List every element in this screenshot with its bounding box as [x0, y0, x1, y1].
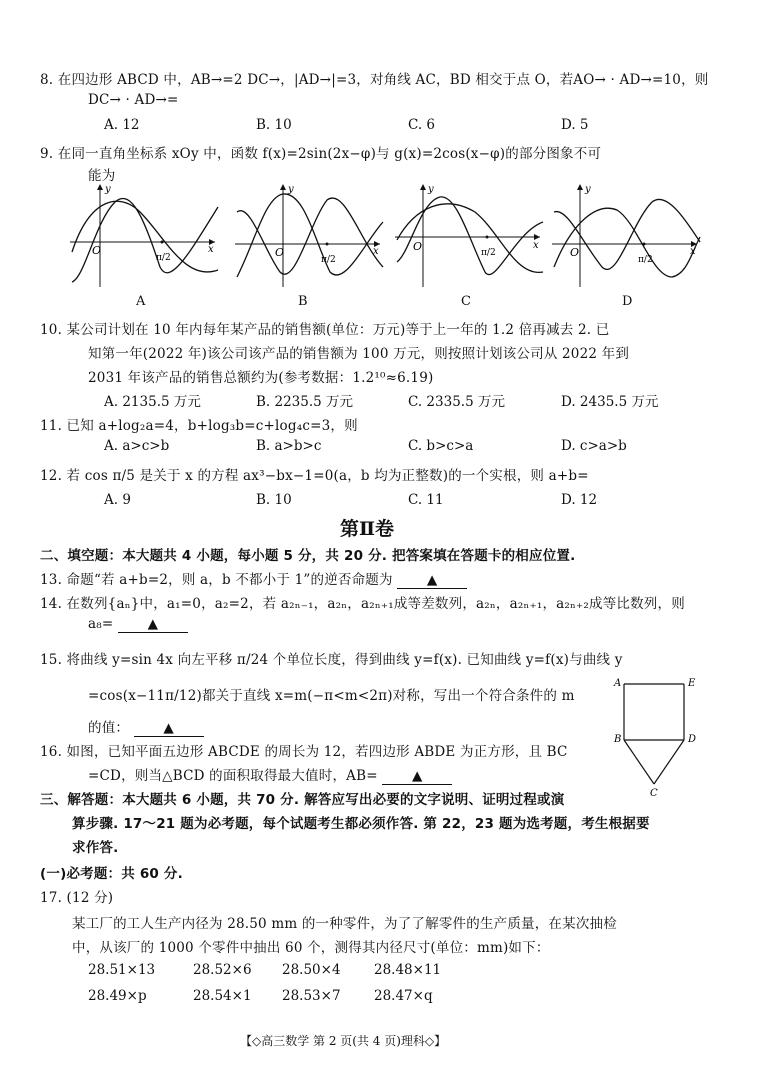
q12-line1: 12. 若 cos π/5 是关于 x 的方程 ax³−bx−1=0(a，b 均为正整数)的一个实根，则 a+b=	[40, 468, 589, 484]
vertex-e: E	[688, 678, 696, 689]
q17-row1-col4: 28.48×11	[374, 962, 442, 978]
q12-option-b: B. 10	[256, 492, 292, 508]
q14-answer-blank: ▲	[118, 616, 188, 633]
required-header: (一)必考题：共 60 分.	[40, 866, 183, 882]
q10-line3: 2031 年该产品的销售总额约为(参考数据：1.2¹⁰≈6.19)	[88, 370, 434, 386]
q9-line1: 9. 在同一直角坐标系 xOy 中，函数 f(x)=2sin(2x−φ)与 g(x)=2cos(x−φ)的部分图象不可	[40, 146, 602, 162]
q9-graph-b-y: y	[288, 184, 294, 195]
q11-line1: 11. 已知 a+log₂a=4，b+log₃b=c+log₄c=3，则	[40, 418, 358, 434]
q9-label-c: C	[461, 294, 471, 309]
q9-graph-b-pi: π/2	[321, 255, 336, 265]
q10-option-b: B. 2235.5 万元	[256, 394, 354, 410]
q17-row2-col3: 28.53×7	[282, 988, 341, 1004]
q9-graph-a-origin: O	[92, 244, 102, 257]
q10-line1: 10. 某公司计划在 10 年内每年某产品的销售额(单位：万元)等于上一年的 1.2 倍再减去 2. 已	[40, 322, 610, 338]
q9-graph-d	[552, 182, 702, 292]
q11-option-a: A. a>c>b	[104, 438, 170, 454]
q17-row2-col4: 28.47×q	[374, 988, 433, 1004]
vertex-a: A	[614, 678, 622, 689]
q9-graph-b-x: x	[373, 246, 379, 257]
q9-graph-c-y: y	[428, 184, 434, 195]
q14-line2	[88, 616, 188, 633]
fill-in-header: 二、填空题：本大题共 4 小题，每小题 5 分，共 20 分. 把答案填在答题卡的相应位置.	[40, 548, 576, 564]
q11-option-c: C. b>c>a	[408, 438, 474, 454]
q12-option-a: A. 9	[104, 492, 131, 508]
vertex-c: C	[650, 788, 658, 798]
q9-graph-d-origin: O	[570, 246, 580, 259]
q8-line2: DC→ · AD→=	[88, 92, 179, 108]
q12-option-c: C. 11	[408, 492, 444, 508]
q8-option-b: B. 10	[256, 117, 292, 133]
q13-text: 13. 命题“若 a+b=2，则 a，b 不都小于 1”的逆否命题为	[40, 572, 393, 588]
vertex-d: D	[688, 734, 697, 745]
q9-line2: 能为	[88, 168, 116, 184]
q17-row1-col2: 28.52×6	[193, 962, 252, 978]
q17-title: 17. (12 分)	[40, 890, 114, 906]
q9-graph-d-y: y	[585, 184, 591, 195]
q15-line1: 15. 将曲线 y=sin 4x 向左平移 π/24 个单位长度，得到曲线 y=f(x). 已知曲线 y=f(x)与曲线 y	[40, 652, 623, 668]
q9-label-d: D	[622, 294, 633, 309]
q9-graph-d-x: x	[690, 246, 696, 257]
q17-row1-col3: 28.50×4	[282, 962, 341, 978]
q10-option-a: A. 2135.5 万元	[104, 394, 201, 410]
q9-graph-a-x: x	[208, 244, 214, 255]
answer-header-line2: 算步骤. 17～21 题为必考题，每个试题考生都必须作答. 第 22，23 题为选考题，考生根据要	[72, 816, 650, 832]
q8-option-d: D. 5	[561, 117, 589, 133]
q13-answer-blank: ▲	[397, 572, 467, 589]
q11-option-d: D. c>a>b	[561, 438, 627, 454]
section-2-title: 第Ⅱ卷	[340, 518, 395, 540]
q9-graph-a-y: y	[105, 184, 111, 195]
q9-label-a: A	[136, 294, 146, 309]
page-footer: 【◇高三数学 第 2 页(共 4 页)理科◇】	[240, 1034, 447, 1048]
q15-text: 的值：	[88, 720, 130, 736]
q13-line	[40, 568, 467, 589]
q15-line3	[88, 716, 204, 737]
q11-option-b: B. a>b>c	[256, 438, 322, 454]
q9-graph-a	[70, 182, 220, 292]
q15-line2: =cos(x−11π/12)都关于直线 x=m(−π<m<2π)对称，写出一个符合条件的 m	[88, 688, 575, 704]
q17-row1-col1: 28.51×13	[88, 962, 156, 978]
q9-graph-b-origin: O	[275, 246, 285, 259]
pentagon-figure	[612, 676, 702, 798]
q15-answer-blank: ▲	[134, 720, 204, 737]
vertex-b: B	[614, 734, 622, 745]
q14-line1: 14. 在数列{aₙ}中，a₁=0，a₂=2，若 a₂ₙ₋₁，a₂ₙ，a₂ₙ₊₁成等差数列，a₂ₙ，a₂ₙ₊₁，a₂ₙ₊₂成等比数列，则	[40, 596, 685, 612]
q10-option-d: D. 2435.5 万元	[561, 394, 659, 410]
q9-graph-c-x: x	[533, 240, 539, 251]
q9-graph-c	[395, 182, 545, 292]
answer-header-line1: 三、解答题：本大题共 6 小题，共 70 分. 解答应写出必要的文字说明、证明过程或演	[40, 792, 565, 808]
q9-label-b: B	[298, 294, 308, 309]
q17-row2-col1: 28.49×p	[88, 988, 147, 1004]
q14-text: a₈=	[88, 616, 114, 632]
q12-option-d: D. 12	[561, 492, 598, 508]
q16-line2	[88, 764, 452, 785]
q10-option-c: C. 2335.5 万元	[408, 394, 505, 410]
q10-line2: 知第一年(2022 年)该公司该产品的销售额为 100 万元，则按照计划该公司从 2022 年到	[88, 346, 630, 362]
q9-graph-b	[235, 182, 385, 292]
q17-line1: 某工厂的工人生产内径为 28.50 mm 的一种零件，为了了解零件的生产质量，在某次抽检	[72, 916, 617, 932]
q17-row2-col2: 28.54×1	[193, 988, 252, 1004]
q16-line1: 16. 如图，已知平面五边形 ABCDE 的周长为 12，若四边形 ABDE 为正方形，且 BC	[40, 744, 568, 760]
q8-line1: 8. 在四边形 ABCD 中，AB→=2 DC→，|AD→|=3，对角线 AC，BD 相交于点 O，若AO→ · AD→=10，则	[40, 72, 709, 88]
q8-option-c: C. 6	[408, 117, 436, 133]
q9-graph-d-pi: π/2	[638, 255, 653, 265]
q8-option-a: A. 12	[104, 117, 140, 133]
q9-graph-c-pi: π/2	[481, 248, 496, 258]
q9-graph-a-pi: π/2	[156, 253, 171, 263]
q9-graph-c-origin: O	[413, 240, 423, 253]
q17-line2: 中，从该厂的 1000 个零件中抽出 60 个，测得其内径尺寸(单位：mm)如下：	[72, 940, 550, 956]
q16-text: =CD，则当△BCD 的面积取得最大值时，AB=	[88, 768, 378, 784]
answer-header-line3: 求作答.	[72, 840, 119, 856]
q16-answer-blank: ▲	[382, 768, 452, 785]
